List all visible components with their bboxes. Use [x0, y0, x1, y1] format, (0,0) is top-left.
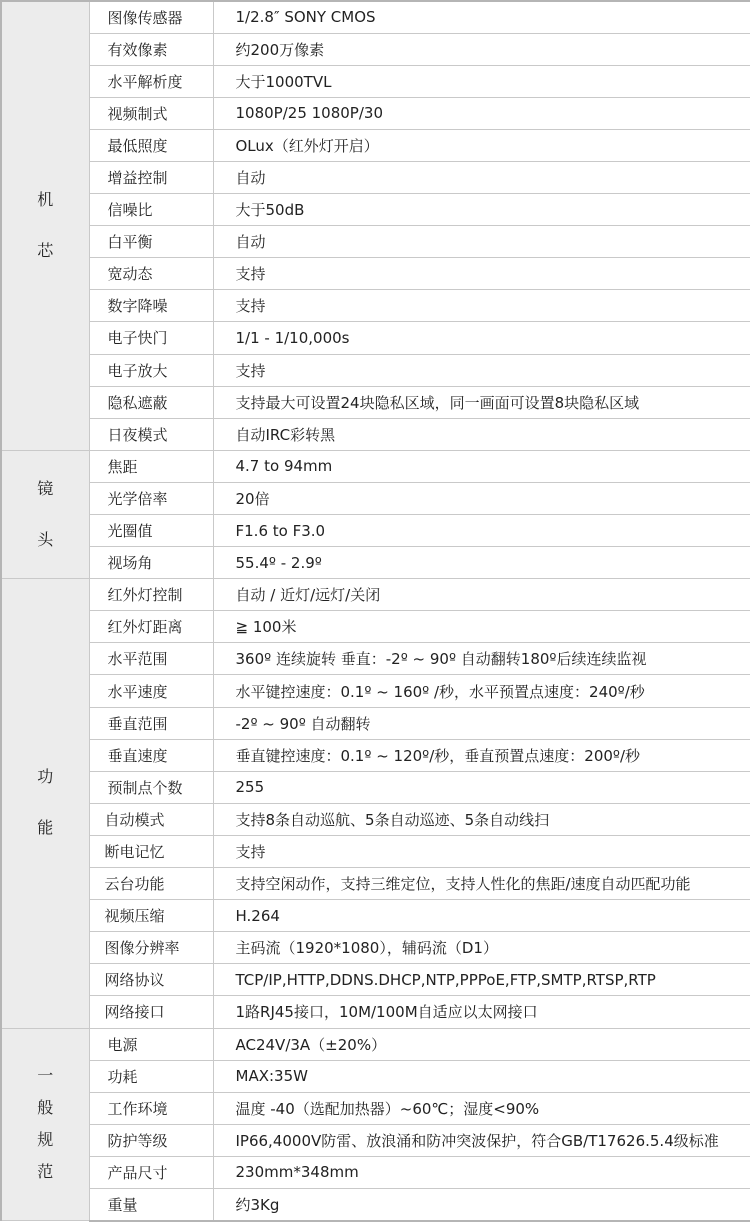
- spec-row: [1, 515, 750, 547]
- spec-row: [1, 33, 750, 65]
- spec-name: 隐私遮蔽: [89, 386, 213, 418]
- spec-value: AC24V/3A（±20%）: [213, 1028, 750, 1060]
- spec-value: 1/1 - 1/10,000s: [213, 322, 750, 354]
- spec-row: [1, 1060, 750, 1092]
- spec-name: 焦距: [89, 450, 213, 482]
- spec-value: 约200万像素: [213, 33, 750, 65]
- spec-value: 大于50dB: [213, 194, 750, 226]
- spec-value: 支持: [213, 354, 750, 386]
- spec-name: 数字降噪: [89, 290, 213, 322]
- spec-row: [1, 482, 750, 514]
- spec-row: [1, 868, 750, 900]
- spec-name: 增益控制: [89, 161, 213, 193]
- spec-value: 1路RJ45接口，10M/100M自适应以太网接口: [213, 996, 750, 1028]
- spec-name: 垂直速度: [89, 739, 213, 771]
- spec-value: 自动: [213, 226, 750, 258]
- group-label-char: 规: [37, 1129, 54, 1149]
- spec-name: 云台功能: [89, 868, 213, 900]
- spec-row: [1, 835, 750, 867]
- spec-value: 温度 -40（选配加热器）~60℃；湿度<90%: [213, 1092, 750, 1124]
- spec-row: [1, 322, 750, 354]
- spec-value: 230mm*348mm: [213, 1156, 750, 1188]
- spec-name: 图像传感器: [89, 1, 213, 33]
- spec-name: 防护等级: [89, 1124, 213, 1156]
- group-label-core: [1, 1, 89, 450]
- group-label-char: 范: [37, 1161, 54, 1181]
- spec-value: 主码流（1920*1080），辅码流（D1）: [213, 932, 750, 964]
- spec-value: 支持: [213, 835, 750, 867]
- spec-row: [1, 771, 750, 803]
- group-label-char: 机: [37, 189, 54, 209]
- spec-value: 大于1000TVL: [213, 65, 750, 97]
- spec-row: [1, 226, 750, 258]
- group-label-text: [37, 1065, 54, 1181]
- spec-name: 功耗: [89, 1060, 213, 1092]
- spec-name: 视频压缩: [89, 900, 213, 932]
- group-label-char: 能: [37, 818, 54, 838]
- group-label-text: [37, 478, 54, 549]
- spec-row: [1, 675, 750, 707]
- spec-row: [1, 290, 750, 322]
- spec-name: 电子快门: [89, 322, 213, 354]
- spec-row: [1, 129, 750, 161]
- spec-value: 约3Kg: [213, 1188, 750, 1220]
- spec-value: 4.7 to 94mm: [213, 450, 750, 482]
- spec-row: [1, 803, 750, 835]
- spec-name: 垂直范围: [89, 707, 213, 739]
- group-label-char: 功: [37, 767, 54, 787]
- spec-value: TCP/IP,HTTP,DDNS.DHCP,NTP,PPPoE,FTP,SMTP,RTSP,RTP: [213, 964, 750, 996]
- group-label-general-specs: [1, 1028, 89, 1221]
- spec-value: 20倍: [213, 482, 750, 514]
- spec-row: [1, 900, 750, 932]
- spec-row: [1, 579, 750, 611]
- spec-row: [1, 1028, 750, 1060]
- group-label-char: 芯: [37, 240, 54, 260]
- group-label-functions: [1, 579, 89, 1028]
- spec-value: MAX:35W: [213, 1060, 750, 1092]
- group-label-char: 般: [37, 1097, 54, 1117]
- spec-value: H.264: [213, 900, 750, 932]
- spec-value: 支持最大可设置24块隐私区域，同一画面可设置8块隐私区域: [213, 386, 750, 418]
- spec-row: [1, 1156, 750, 1188]
- spec-name: 网络接口: [89, 996, 213, 1028]
- spec-row: [1, 1124, 750, 1156]
- spec-row: [1, 194, 750, 226]
- spec-value: 自动 / 近灯/远灯/关闭: [213, 579, 750, 611]
- spec-name: 水平范围: [89, 643, 213, 675]
- spec-value: 支持8条自动巡航、5条自动巡迹、5条自动线扫: [213, 803, 750, 835]
- group-label-lens: [1, 450, 89, 578]
- group-label-text: [37, 769, 53, 836]
- spec-row: [1, 65, 750, 97]
- spec-value: 支持: [213, 258, 750, 290]
- spec-row: [1, 547, 750, 579]
- group-label-text: [37, 189, 54, 260]
- spec-name: 有效像素: [89, 33, 213, 65]
- spec-value: OLux（红外灯开启）: [213, 129, 750, 161]
- spec-name: 预制点个数: [89, 771, 213, 803]
- spec-name: 工作环境: [89, 1092, 213, 1124]
- spec-name: 水平解析度: [89, 65, 213, 97]
- group-label-char: 头: [37, 529, 54, 549]
- spec-row: [1, 450, 750, 482]
- spec-row: [1, 611, 750, 643]
- group-label-char: 一: [37, 1065, 54, 1085]
- spec-name: 电源: [89, 1028, 213, 1060]
- spec-row: [1, 1, 750, 33]
- spec-value: 1/2.8″ SONY CMOS: [213, 1, 750, 33]
- spec-row: [1, 964, 750, 996]
- spec-value: 支持: [213, 290, 750, 322]
- spec-value: 支持空闲动作，支持三维定位，支持人性化的焦距/速度自动匹配功能: [213, 868, 750, 900]
- spec-value: 1080P/25 1080P/30: [213, 97, 750, 129]
- spec-value: 自动IRC彩转黑: [213, 418, 750, 450]
- spec-name: 最低照度: [89, 129, 213, 161]
- spec-name: 电子放大: [89, 354, 213, 386]
- spec-name: 水平速度: [89, 675, 213, 707]
- spec-name: 光圈值: [89, 515, 213, 547]
- spec-row: [1, 707, 750, 739]
- spec-value: 360º 连续旋转 垂直：-2º ~ 90º 自动翻转180º后续连续监视: [213, 643, 750, 675]
- spec-name: 自动模式: [89, 803, 213, 835]
- spec-row: [1, 643, 750, 675]
- spec-value: 自动: [213, 161, 750, 193]
- spec-name: 视场角: [89, 547, 213, 579]
- spec-name: 重量: [89, 1188, 213, 1220]
- spec-value: 垂直键控速度：0.1º ~ 120º/秒，垂直预置点速度：200º/秒: [213, 739, 750, 771]
- spec-name: 红外灯距离: [89, 611, 213, 643]
- spec-row: [1, 354, 750, 386]
- spec-name: 白平衡: [89, 226, 213, 258]
- spec-row: [1, 161, 750, 193]
- spec-name: 信噪比: [89, 194, 213, 226]
- spec-row: [1, 97, 750, 129]
- spec-name: 红外灯控制: [89, 579, 213, 611]
- spec-name: 网络协议: [89, 964, 213, 996]
- spec-value: IP66,4000V防雷、放浪涌和防冲突波保护，符合GB/T17626.5.4级标准: [213, 1124, 750, 1156]
- spec-name: 视频制式: [89, 97, 213, 129]
- spec-name: 图像分辨率: [89, 932, 213, 964]
- spec-name: 光学倍率: [89, 482, 213, 514]
- group-label-char: 镜: [37, 478, 54, 498]
- spec-name: 断电记忆: [89, 835, 213, 867]
- spec-name: 日夜模式: [89, 418, 213, 450]
- spec-row: [1, 258, 750, 290]
- spec-row: [1, 996, 750, 1028]
- spec-value: 55.4º - 2.9º: [213, 547, 750, 579]
- spec-name: 宽动态: [89, 258, 213, 290]
- spec-value: 255: [213, 771, 750, 803]
- spec-value: F1.6 to F3.0: [213, 515, 750, 547]
- spec-row: [1, 932, 750, 964]
- spec-value: 水平键控速度：0.1º ~ 160º /秒，水平预置点速度：240º/秒: [213, 675, 750, 707]
- spec-value: ≧ 100米: [213, 611, 750, 643]
- spec-name: 产品尺寸: [89, 1156, 213, 1188]
- spec-table-body: [1, 1, 750, 1221]
- spec-row: [1, 386, 750, 418]
- spec-row: [1, 1092, 750, 1124]
- spec-row: [1, 418, 750, 450]
- spec-row: [1, 739, 750, 771]
- spec-value: -2º ~ 90º 自动翻转: [213, 707, 750, 739]
- spec-row: [1, 1188, 750, 1220]
